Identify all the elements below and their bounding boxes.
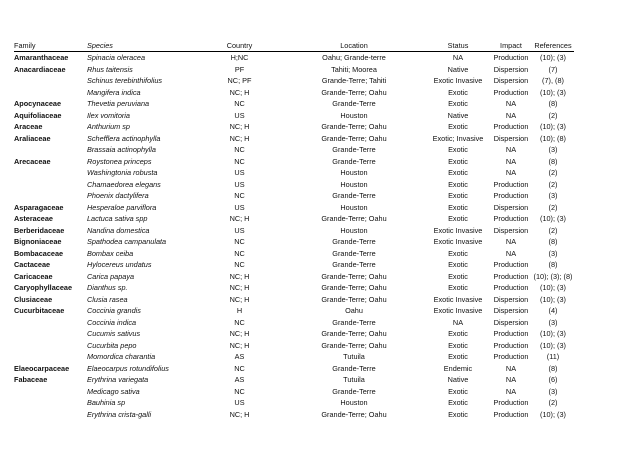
- table-row: [14, 179, 574, 191]
- cell-family: Berberidaceae: [14, 225, 65, 235]
- cell-country: NC; PF: [227, 76, 252, 85]
- table-row: [14, 52, 574, 64]
- cell-references: (8): [548, 156, 558, 166]
- cell-family: [14, 179, 87, 191]
- cell-status: Exotic Invasive: [433, 76, 483, 85]
- cell-country: US: [234, 179, 245, 189]
- table-header: [14, 41, 574, 52]
- cell-species: Momordica charantia: [87, 352, 156, 361]
- cell-status: Native: [447, 110, 469, 120]
- cell-location: Grande-Terre; Oahu: [321, 122, 387, 131]
- cell-status: Exotic: [448, 283, 468, 292]
- cell-location: Grande-Terre: [332, 191, 376, 200]
- cell-species: Coccinia indica: [87, 317, 137, 327]
- cell-country: AS: [234, 375, 245, 384]
- cell-family: Araceae: [14, 122, 43, 131]
- table-row: [14, 144, 574, 156]
- cell-status: Exotic: [448, 260, 468, 269]
- cell-country: NC: [234, 317, 245, 327]
- cell-species: Ilex vomitoria: [87, 110, 130, 120]
- cell-family: [14, 167, 87, 179]
- cell-family: [14, 328, 87, 340]
- cell-family: Caricaceae: [14, 271, 53, 281]
- cell-location: Houston: [340, 225, 368, 235]
- cell-impact: Dispersion: [493, 76, 529, 85]
- cell-references: (10); (3): [540, 294, 566, 304]
- cell-species: Schefflera actinophylla: [87, 133, 161, 143]
- cell-impact: Production: [493, 260, 529, 269]
- cell-location: Grande-Terre: [332, 248, 376, 258]
- cell-location: Grande-Terre: [332, 386, 376, 396]
- cell-references: (3): [548, 386, 558, 396]
- cell-species: Carica papaya: [87, 271, 135, 281]
- table-row: [14, 305, 574, 317]
- cell-country: US: [234, 202, 245, 212]
- cell-species: Elaeocarpus rotundifolius: [87, 363, 169, 373]
- cell-impact: Dispersion: [493, 306, 529, 315]
- cell-family: Anacardiaceae: [14, 64, 66, 74]
- cell-species: Brassaia actinophylla: [87, 145, 156, 154]
- cell-impact: Dispersion: [493, 202, 529, 212]
- cell-impact: NA: [505, 248, 517, 258]
- cell-location: Tahiti; Moorea: [331, 64, 377, 74]
- table-row: [14, 98, 574, 110]
- cell-location: Grande-Terre; Oahu: [321, 133, 387, 143]
- header-species: Species: [87, 41, 197, 52]
- cell-species: Hylocereus undatus: [87, 260, 152, 269]
- cell-species: Bauhinia sp: [87, 398, 126, 407]
- cell-family: Arecaceae: [14, 156, 51, 166]
- cell-species: Erythrina crista-galli: [87, 409, 152, 419]
- cell-family: [14, 144, 87, 156]
- cell-impact: Production: [493, 340, 529, 350]
- table-row: [14, 225, 574, 237]
- table-row: [14, 340, 574, 352]
- table-row: [14, 121, 574, 133]
- cell-status: Exotic Invasive: [433, 294, 483, 304]
- cell-status: Exotic; Invasive: [432, 133, 484, 143]
- cell-country: NC; H: [229, 122, 250, 131]
- cell-references: (10); (3): [540, 409, 566, 419]
- cell-country: US: [234, 168, 245, 177]
- table-row: [14, 374, 574, 386]
- cell-impact: Production: [493, 179, 529, 189]
- cell-impact: Dispersion: [493, 64, 529, 74]
- cell-status: Exotic: [448, 156, 468, 166]
- cell-country: NC: [234, 237, 245, 246]
- cell-location: Houston: [340, 179, 368, 189]
- cell-references: (3): [548, 317, 558, 327]
- cell-references: (10); (3); (8): [533, 271, 573, 281]
- cell-country: US: [234, 398, 245, 407]
- cell-impact: Production: [493, 122, 529, 131]
- cell-species: Nandina domestica: [87, 225, 150, 235]
- cell-species: Bombax ceiba: [87, 248, 134, 258]
- cell-location: Oahu; Grande-terre: [322, 53, 386, 62]
- cell-location: Houston: [340, 110, 368, 120]
- header-country: Country: [197, 41, 282, 52]
- cell-species: Washingtonia robusta: [87, 168, 158, 177]
- cell-status: Exotic: [448, 179, 468, 189]
- table-row: [14, 236, 574, 248]
- cell-species: Roystonea princeps: [87, 156, 152, 166]
- cell-species: Lactuca sativa spp: [87, 214, 148, 223]
- cell-country: NC; H: [229, 409, 250, 419]
- cell-status: Exotic: [448, 122, 468, 131]
- cell-location: Houston: [340, 398, 368, 407]
- cell-location: Grande-Terre; Oahu: [321, 340, 387, 350]
- cell-family: Bombacaceae: [14, 248, 64, 258]
- cell-family: Apocynaceae: [14, 99, 62, 108]
- table-row: [14, 110, 574, 122]
- cell-family: Aquifoliaceae: [14, 110, 62, 120]
- cell-location: Tutuila: [343, 352, 365, 361]
- cell-location: Tutuila: [343, 375, 365, 384]
- cell-species: Coccinia grandis: [87, 306, 141, 315]
- cell-status: Exotic: [448, 329, 468, 338]
- cell-country: NC; H: [229, 133, 250, 143]
- cell-family: [14, 87, 87, 99]
- cell-country: NC; H: [229, 87, 250, 97]
- cell-country: NC: [234, 156, 245, 166]
- cell-species: Erythrina variegata: [87, 375, 149, 384]
- cell-family: [14, 75, 87, 87]
- cell-location: Grande-Terre: [332, 363, 376, 373]
- cell-impact: Production: [493, 329, 529, 338]
- table-row: [14, 328, 574, 340]
- cell-country: NC; H: [229, 271, 250, 281]
- cell-impact: NA: [505, 168, 517, 177]
- cell-family: Clusiaceae: [14, 294, 53, 304]
- cell-species: Thevetia peruviana: [87, 99, 150, 108]
- table-row: [14, 363, 574, 375]
- table-row: [14, 386, 574, 398]
- table-row: [14, 294, 574, 306]
- cell-status: Endemic: [443, 363, 473, 373]
- cell-status: Exotic: [448, 340, 468, 350]
- cell-status: Exotic: [448, 145, 468, 154]
- table-row: [14, 317, 574, 329]
- cell-status: Exotic: [448, 398, 468, 407]
- table-row: [14, 190, 574, 202]
- cell-species: Clusia rasea: [87, 294, 128, 304]
- cell-impact: Dispersion: [493, 294, 529, 304]
- cell-references: (7), (8): [542, 76, 564, 85]
- cell-references: (4): [548, 306, 558, 315]
- cell-species: Mangifera indica: [87, 87, 141, 97]
- cell-location: Grande-Terre: [332, 145, 376, 154]
- cell-references: (7): [548, 64, 558, 74]
- cell-status: Native: [447, 375, 469, 384]
- cell-family: Elaeocarpaceae: [14, 363, 70, 373]
- cell-location: Oahu: [345, 306, 363, 315]
- cell-references: (2): [548, 225, 558, 235]
- cell-status: Exotic: [448, 386, 468, 396]
- cell-impact: Dispersion: [493, 133, 529, 143]
- cell-country: H;NC: [230, 53, 249, 62]
- cell-references: (10); (3): [540, 87, 566, 97]
- cell-country: NC: [234, 386, 245, 396]
- cell-impact: NA: [505, 237, 517, 246]
- cell-country: NC; H: [229, 214, 250, 223]
- header-family: Family: [14, 41, 87, 52]
- cell-references: (8): [548, 363, 558, 373]
- cell-species: Dianthus sp.: [87, 283, 128, 292]
- cell-location: Grande-Terre: [332, 156, 376, 166]
- cell-impact: NA: [505, 110, 517, 120]
- cell-species: Phoenix dactylifera: [87, 191, 149, 200]
- cell-country: NC: [234, 363, 245, 373]
- table-row: [14, 259, 574, 271]
- cell-impact: Production: [493, 352, 529, 361]
- cell-family: Caryophyllaceae: [14, 283, 73, 292]
- cell-impact: Production: [493, 214, 529, 223]
- cell-status: Exotic: [448, 409, 468, 419]
- table-row: [14, 409, 574, 421]
- table-row: [14, 167, 574, 179]
- cell-country: PF: [234, 64, 245, 74]
- cell-references: (10); (3): [540, 122, 566, 131]
- cell-references: (10); (8): [540, 133, 566, 143]
- cell-location: Grande-Terre; Oahu: [321, 87, 387, 97]
- cell-family: Cucurbitaceae: [14, 306, 65, 315]
- cell-country: NC: [234, 248, 245, 258]
- cell-location: Grande-Terre; Oahu: [321, 409, 387, 419]
- cell-status: NA: [452, 53, 464, 62]
- table-body: [14, 52, 574, 421]
- cell-references: (10); (3): [540, 340, 566, 350]
- cell-location: Grande-Terre: [332, 317, 376, 327]
- cell-references: (2): [548, 179, 558, 189]
- cell-references: (10); (3): [540, 214, 566, 223]
- cell-location: Grande-Terre: [332, 237, 376, 246]
- cell-location: Grande-Terre; Tahiti: [321, 76, 387, 85]
- cell-references: (2): [548, 168, 558, 177]
- cell-references: (11): [546, 352, 560, 361]
- cell-species: Chamaedorea elegans: [87, 179, 161, 189]
- cell-impact: NA: [505, 156, 517, 166]
- table-row: [14, 133, 574, 145]
- cell-status: Exotic Invasive: [433, 306, 483, 315]
- cell-location: Grande-Terre; Oahu: [321, 294, 387, 304]
- cell-references: (8): [548, 260, 558, 269]
- cell-references: (3): [548, 191, 558, 200]
- cell-impact: Dispersion: [493, 317, 529, 327]
- cell-location: Grande-Terre; Oahu: [321, 329, 387, 338]
- table-row: [14, 282, 574, 294]
- cell-impact: NA: [505, 145, 517, 154]
- table-row: [14, 75, 574, 87]
- cell-country: NC; H: [229, 329, 250, 338]
- cell-family: [14, 386, 87, 398]
- cell-status: Exotic Invasive: [433, 237, 483, 246]
- cell-species: Cucumis sativus: [87, 329, 141, 338]
- cell-family: Araliaceae: [14, 133, 51, 143]
- cell-species: Spinacia oleracea: [87, 53, 146, 62]
- cell-country: US: [234, 225, 245, 235]
- table-row: [14, 248, 574, 260]
- cell-references: (3): [548, 248, 558, 258]
- cell-species: Cucurbita pepo: [87, 340, 137, 350]
- cell-country: NC: [234, 191, 245, 200]
- cell-status: Exotic: [448, 214, 468, 223]
- cell-family: Amaranthaceae: [14, 53, 69, 62]
- cell-country: NC; H: [229, 340, 250, 350]
- cell-family: Cactaceae: [14, 260, 51, 269]
- cell-family: [14, 397, 87, 409]
- header-impact: Impact: [490, 41, 532, 52]
- cell-references: (2): [548, 110, 558, 120]
- cell-family: [14, 351, 87, 363]
- cell-country: NC; H: [229, 283, 250, 292]
- table-row: [14, 202, 574, 214]
- cell-country: NC: [234, 260, 245, 269]
- table-row: [14, 213, 574, 225]
- cell-country: US: [234, 110, 245, 120]
- cell-references: (10); (3): [540, 329, 566, 338]
- cell-status: Exotic: [448, 168, 468, 177]
- cell-impact: Production: [493, 53, 529, 62]
- cell-family: Asteraceae: [14, 214, 53, 223]
- cell-references: (8): [548, 99, 558, 108]
- cell-status: Exotic: [448, 248, 468, 258]
- cell-status: NA: [452, 317, 464, 327]
- table-row: [14, 351, 574, 363]
- cell-impact: NA: [505, 375, 517, 384]
- cell-references: (3): [548, 145, 558, 154]
- table-row: [14, 64, 574, 76]
- header-location: Location: [282, 41, 426, 52]
- cell-family: [14, 409, 87, 421]
- cell-status: Exotic: [448, 191, 468, 200]
- cell-impact: Production: [493, 87, 529, 97]
- cell-references: (8): [548, 237, 558, 246]
- header-status: Status: [426, 41, 490, 52]
- table-row: [14, 271, 574, 283]
- table-row: [14, 87, 574, 99]
- cell-impact: NA: [505, 363, 517, 373]
- cell-status: Exotic: [448, 271, 468, 281]
- cell-family: Bignoniaceae: [14, 237, 62, 246]
- cell-references: (6): [548, 375, 558, 384]
- cell-impact: NA: [505, 99, 517, 108]
- cell-species: Anthurium sp: [87, 122, 130, 131]
- cell-impact: Dispersion: [493, 225, 529, 235]
- cell-country: NC: [234, 145, 245, 154]
- cell-references: (10); (3): [540, 53, 566, 62]
- cell-country: NC: [234, 99, 245, 108]
- cell-impact: Production: [493, 191, 529, 200]
- cell-location: Grande-Terre: [332, 99, 376, 108]
- cell-family: Asparagaceae: [14, 202, 64, 212]
- cell-country: AS: [234, 352, 245, 361]
- cell-references: (2): [548, 398, 558, 407]
- cell-country: NC; H: [229, 294, 250, 304]
- cell-country: H: [236, 306, 243, 315]
- cell-species: Rhus taitensis: [87, 64, 133, 74]
- cell-impact: Production: [493, 398, 529, 407]
- cell-location: Grande-Terre: [332, 260, 376, 269]
- cell-species: Medicago sativa: [87, 386, 140, 396]
- cell-impact: Production: [493, 271, 529, 281]
- cell-species: Schinus terebinthifolius: [87, 76, 163, 85]
- cell-location: Grande-Terre; Oahu: [321, 283, 387, 292]
- cell-family: [14, 340, 87, 352]
- cell-species: Spathodea campanulata: [87, 237, 167, 246]
- cell-status: Exotic Invasive: [433, 225, 483, 235]
- table-row: [14, 156, 574, 168]
- header-row: [14, 41, 574, 52]
- table-row: [14, 397, 574, 409]
- cell-status: Exotic: [448, 87, 468, 97]
- cell-status: Exotic: [448, 202, 468, 212]
- cell-status: Native: [447, 64, 469, 74]
- cell-location: Houston: [340, 168, 368, 177]
- cell-impact: Production: [493, 409, 529, 419]
- cell-family: Fabaceae: [14, 375, 48, 384]
- cell-location: Grande-Terre; Oahu: [321, 271, 387, 281]
- cell-references: (2): [548, 202, 558, 212]
- cell-impact: NA: [505, 386, 517, 396]
- header-references: References: [532, 41, 574, 52]
- cell-family: [14, 190, 87, 202]
- cell-impact: Production: [493, 283, 529, 292]
- cell-location: Houston: [340, 202, 368, 212]
- cell-location: Grande-Terre; Oahu: [321, 214, 387, 223]
- cell-status: Exotic: [448, 99, 468, 108]
- cell-species: Hesperaloe parviflora: [87, 202, 157, 212]
- cell-status: Exotic: [448, 352, 468, 361]
- species-table: [14, 41, 574, 420]
- cell-family: [14, 317, 87, 329]
- cell-references: (10); (3): [540, 283, 566, 292]
